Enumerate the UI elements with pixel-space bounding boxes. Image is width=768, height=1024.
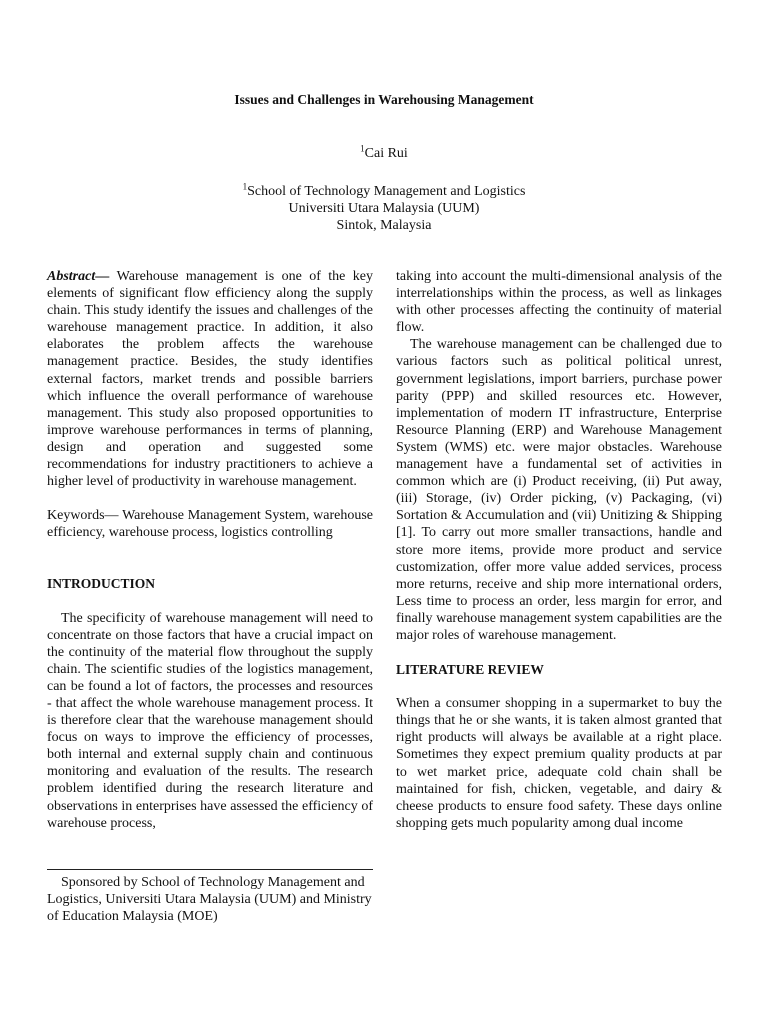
abstract-paragraph bbox=[47, 268, 373, 490]
literature-review-heading: LITERATURE REVIEW bbox=[396, 662, 544, 678]
paper-title: Issues and Challenges in Warehousing Management bbox=[234, 92, 534, 107]
footnote bbox=[47, 874, 377, 925]
footnote-text: Sponsored by School of Technology Management and Logistics, Universiti Utara Malaysia (UUM) and Ministry of Education Malaysia (MOE) bbox=[47, 875, 372, 924]
left-column bbox=[47, 268, 373, 832]
abstract-text: Warehouse management is one of the key elements of significant flow efficiency along the supply chain. This study identify the issues and challenges of the warehouse management practice. In addition, it also elaborates the problem affects the warehouse management practice. Besides, the study identifies external factors, market trends and possible barriers which influence the overall performance of warehouse management. This study also proposed opportunities to improve warehouse performances in terms of planning, design and operation and suggested some recommendations for industry practitioners to achieve a higher level of productivity in warehouse management. bbox=[47, 269, 374, 490]
author-line bbox=[0, 143, 768, 162]
footnote-divider bbox=[47, 869, 373, 870]
affiliation-block bbox=[0, 183, 768, 234]
keywords-text: Warehouse Management System, warehouse efficiency, warehouse process, logistics controlling bbox=[47, 508, 373, 541]
introduction-paragraph-1: The specificity of warehouse management will need to concentrate on those factors that have a crucial impact on the continuity of the material flow throughout the supply chain. The scientific studies of the logistics management, can be found a lot of factors, the processes and resources - that affect the whole warehouse management process. It is therefore clear that the warehouse management should focus on ways to improve the efficiency of processes, both internal and external supply chain and continuous monitoring and evaluation of the results. The research problem identified during the research literature and observations in enterprises have assessed the efficiency of warehouse process, bbox=[47, 610, 373, 831]
affiliation-superscript: 1 bbox=[242, 181, 248, 192]
author-superscript: 1 bbox=[360, 143, 365, 154]
right-column bbox=[396, 268, 722, 832]
keywords-paragraph bbox=[47, 507, 373, 541]
introduction-paragraph-1-continued: taking into account the multi-dimensional analysis of the interrelationships within the process, as well as linkages with other processes affecting the continuity of material flow. bbox=[396, 269, 722, 336]
introduction-heading: INTRODUCTION bbox=[47, 576, 156, 592]
affiliation-line-3: Sintok, Malaysia bbox=[336, 218, 432, 233]
affiliation-line-1: $^1$School of Technology Management and Logistics bbox=[242, 181, 526, 199]
abstract-label: Abstract bbox=[47, 269, 96, 284]
affiliation-line-2: Universiti Utara Malaysia (UUM) bbox=[288, 201, 480, 216]
author-name: Cai Rui bbox=[364, 146, 408, 161]
introduction-paragraph-2: The warehouse management can be challenged due to various factors such as political political unrest, government legislations, import barriers, purchase power parity (PPP) and skilled resources etc. However, implementation of modern IT infrastructure, Enterprise Resource Planning (ERP) and Warehouse Management System (WMS) etc. were major obstacles. Warehouse management have a fundamental set of activities in common which are (i) Product receiving, (ii) Put away, (iii) Storage, (iv) Order picking, (v) Packaging, (vi) Sortation & Accumulation and (vii) Unitizing & Shipping [1]. To carry out more smaller transactions, handle and store more items, provide more product and service customization, offer more value added services, process more returns, receive and ship more international orders, Less time to process an order, less margin for error, and finally warehouse management system capabilities are the major roles of warehouse management. bbox=[396, 337, 722, 643]
keywords-label: Keywords— bbox=[47, 508, 123, 524]
literature-review-paragraph-1: When a consumer shopping in a supermarket to buy the things that he or she wants, it is taken almost granted that right products will always be available at a right place. Sometimes they expect premium quality products at par to wet market price, adequate cold chain shall be maintained for fish, chicken, vegetable, and dairy & cheese products to ensure food safety. These days online shopping gets much popularity among dual income bbox=[396, 696, 722, 831]
abstract-dash: — bbox=[95, 269, 117, 284]
